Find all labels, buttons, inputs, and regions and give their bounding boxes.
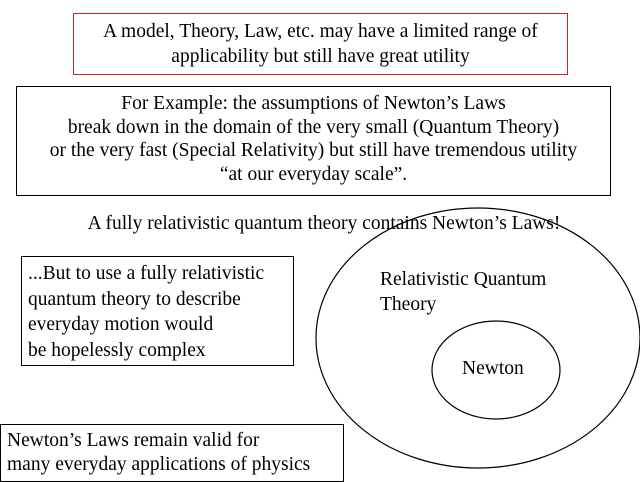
complexity-line: ...But to use a fully relativistic <box>28 263 265 284</box>
newton-label: Newton <box>462 358 524 379</box>
statement-text: A fully relativistic quantum theory contains Newton’s Laws! <box>87 213 561 234</box>
rqt-label-line: Theory <box>380 294 437 315</box>
intro-line: applicability but still have great utility <box>171 45 470 67</box>
validity-line: Newton’s Laws remain valid for <box>7 430 260 451</box>
complexity-box <box>21 256 294 366</box>
intro-box <box>73 13 568 75</box>
validity-box <box>0 424 344 482</box>
example-line: or the very fast (Special Relativity) but still have tremendous utility <box>49 140 578 161</box>
complexity-line: quantum theory to describe <box>28 288 241 310</box>
example-line: break down in the domain of the very small (Quantum Theory) <box>67 116 560 138</box>
intro-line: A model, Theory, Law, etc. may have a limited range of <box>103 21 538 42</box>
relativistic-quantum-theory-ellipse <box>316 208 640 468</box>
complexity-line: everyday motion would <box>28 314 214 335</box>
complexity-line: be hopelessly complex <box>28 339 206 361</box>
relativistic-quantum-theory-label <box>380 267 546 317</box>
example-line: For Example: the assumptions of Newton’s Laws <box>121 93 506 114</box>
example-box <box>16 86 611 196</box>
rqt-label-line: Relativistic Quantum <box>380 269 547 290</box>
validity-line: many everyday applications of physics <box>7 454 311 475</box>
example-line: “at our everyday scale”. <box>219 163 408 185</box>
